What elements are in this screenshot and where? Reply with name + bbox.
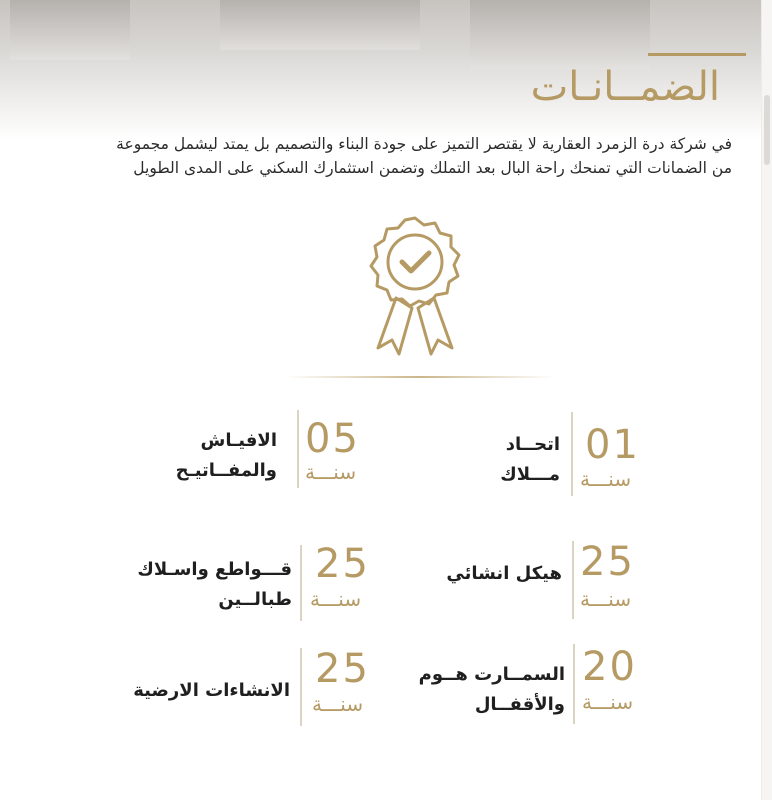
title-accent-line (648, 53, 746, 56)
guarantee-years: 01 (585, 422, 640, 468)
guarantee-item (420, 640, 680, 730)
guarantee-separator (572, 541, 574, 619)
guarantee-item (420, 535, 680, 625)
guarantee-years: 05 (305, 416, 360, 462)
guarantee-separator (571, 412, 573, 496)
guarantee-separator (300, 648, 302, 726)
guarantee-years: 25 (315, 646, 370, 692)
page-title: الضمــانـات (530, 64, 720, 110)
badge-seal-outline (371, 218, 459, 306)
guarantee-item (137, 535, 410, 625)
guarantee-label: قـــواطع واسـلاك طبالــين (137, 559, 292, 610)
guarantee-unit: سنـــة (305, 460, 357, 484)
guarantee-separator (573, 644, 575, 724)
ribbon-left-icon (378, 298, 412, 354)
scrollbar[interactable] (761, 0, 772, 800)
guarantee-unit: سنـــة (580, 587, 632, 611)
section-divider (285, 376, 555, 378)
guarantee-separator (300, 545, 302, 621)
guarantee-item (150, 410, 410, 500)
guarantee-unit: سنـــة (310, 587, 362, 611)
guarantee-unit: سنـــة (580, 467, 632, 491)
intro-paragraph (32, 132, 732, 180)
guarantee-label: هيكل انشائي (446, 563, 562, 584)
hero-building-silhouette (470, 0, 650, 70)
award-ribbon-check-icon (360, 216, 470, 356)
guarantee-unit: سنـــة (582, 690, 634, 714)
guarantee-item (420, 410, 680, 500)
intro-line: من الضمانات التي تمنحك راحة البال بعد التملك وتضمن استثمارك السكني على المدى الطويل (133, 159, 732, 177)
intro-line: في شركة درة الزمرد العقارية لا يقتصر التميز على جودة البناء والتصميم بل يمتد ليشمل مجموعة (116, 135, 732, 153)
guarantee-unit: سنـــة (312, 692, 364, 716)
ribbon-right-icon (418, 298, 452, 354)
guarantee-item (133, 640, 410, 730)
guarantee-label: اتحــاد مـــلاك (500, 434, 560, 485)
guarantee-years: 25 (315, 541, 370, 587)
guarantee-label: الانشاءات الارضية (133, 680, 290, 701)
guarantee-separator (297, 410, 299, 488)
badge-inner-circle (388, 235, 442, 289)
guarantee-years: 25 (580, 539, 635, 585)
hero-building-silhouette (220, 0, 420, 50)
hero-building-silhouette (10, 0, 130, 60)
scrollbar-thumb[interactable] (764, 95, 770, 165)
guarantee-label: السمــارت هــوم والأقفــال (418, 664, 565, 715)
guarantee-label: الافيـاش والمفــاتيـح (175, 430, 277, 481)
check-icon (402, 253, 429, 271)
guarantee-years: 20 (582, 644, 637, 690)
